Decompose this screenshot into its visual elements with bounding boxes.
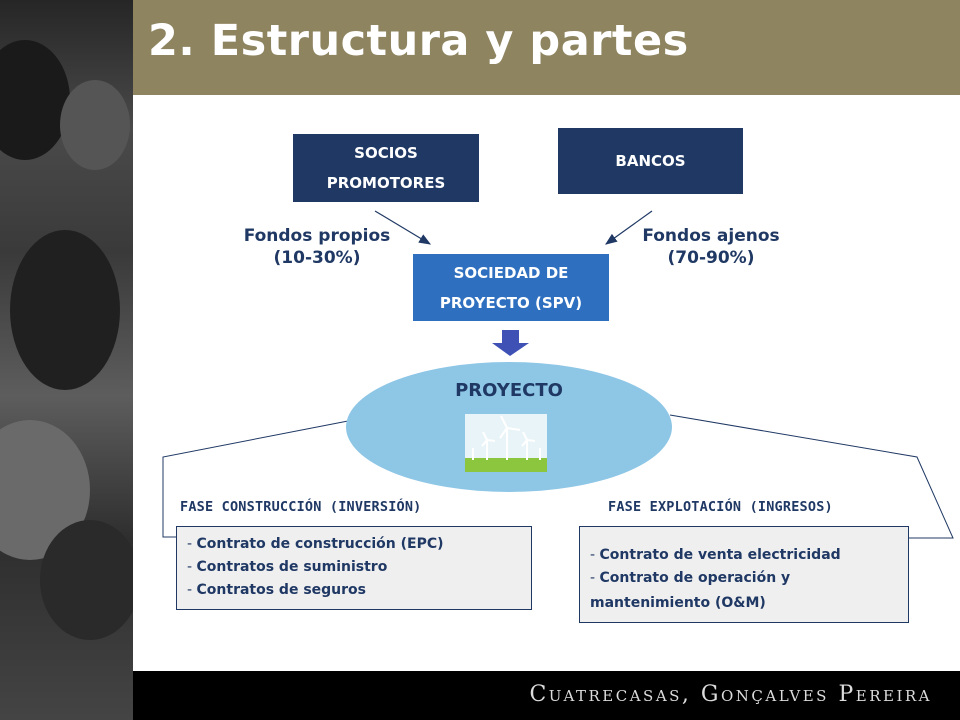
operation-contracts-list — [590, 544, 908, 616]
fondos-propios-pct: (10-30%) — [273, 248, 361, 268]
list-item: - Contratos de seguros — [187, 579, 531, 602]
spv-label-line2: PROYECTO (SPV) — [439, 293, 583, 312]
page-title: 2. Estructura y partes — [148, 16, 689, 66]
operation-bracket — [670, 415, 953, 538]
construction-contracts-list — [187, 533, 531, 602]
fondos-propios-label — [232, 225, 402, 269]
socios-label: SOCIOS — [354, 144, 418, 162]
proyecto-label: PROYECTO — [455, 380, 563, 401]
operation-phase-title: FASE EXPLOTACIÓN (INGRESOS) — [608, 499, 833, 515]
fondos-ajenos-text: Fondos ajenos — [642, 226, 780, 246]
fondos-ajenos-label — [626, 225, 796, 269]
bancos-label: BANCOS — [615, 152, 686, 170]
list-item: - Contrato de venta electricidad — [590, 544, 908, 567]
list-item: mantenimiento (O&M) — [590, 595, 766, 611]
socios-promotores-box — [293, 134, 479, 202]
list-item: - Contratos de suministro — [187, 556, 531, 579]
wind-turbines-icon — [465, 414, 547, 472]
spv-box — [413, 254, 609, 321]
list-item: - Contrato de operación y — [590, 567, 908, 590]
operation-contracts-box — [579, 526, 909, 623]
fondos-ajenos-pct: (70-90%) — [667, 248, 755, 268]
promotores-label: PROMOTORES — [326, 174, 446, 192]
list-item: - Contrato de construcción (EPC) — [187, 533, 531, 556]
construction-contracts-box — [176, 526, 532, 610]
construction-phase-title: FASE CONSTRUCCIÓN (INVERSIÓN) — [180, 499, 422, 515]
footer-bar — [133, 671, 960, 720]
bancos-box — [558, 128, 743, 194]
brand-logo: Cuatrecasas, Gonçalves Pereira — [529, 682, 932, 707]
down-arrow-icon — [492, 330, 529, 356]
construction-bracket — [163, 421, 348, 537]
fondos-propios-text: Fondos propios — [243, 226, 391, 246]
spv-label-line1: SOCIEDAD DE — [453, 263, 569, 282]
